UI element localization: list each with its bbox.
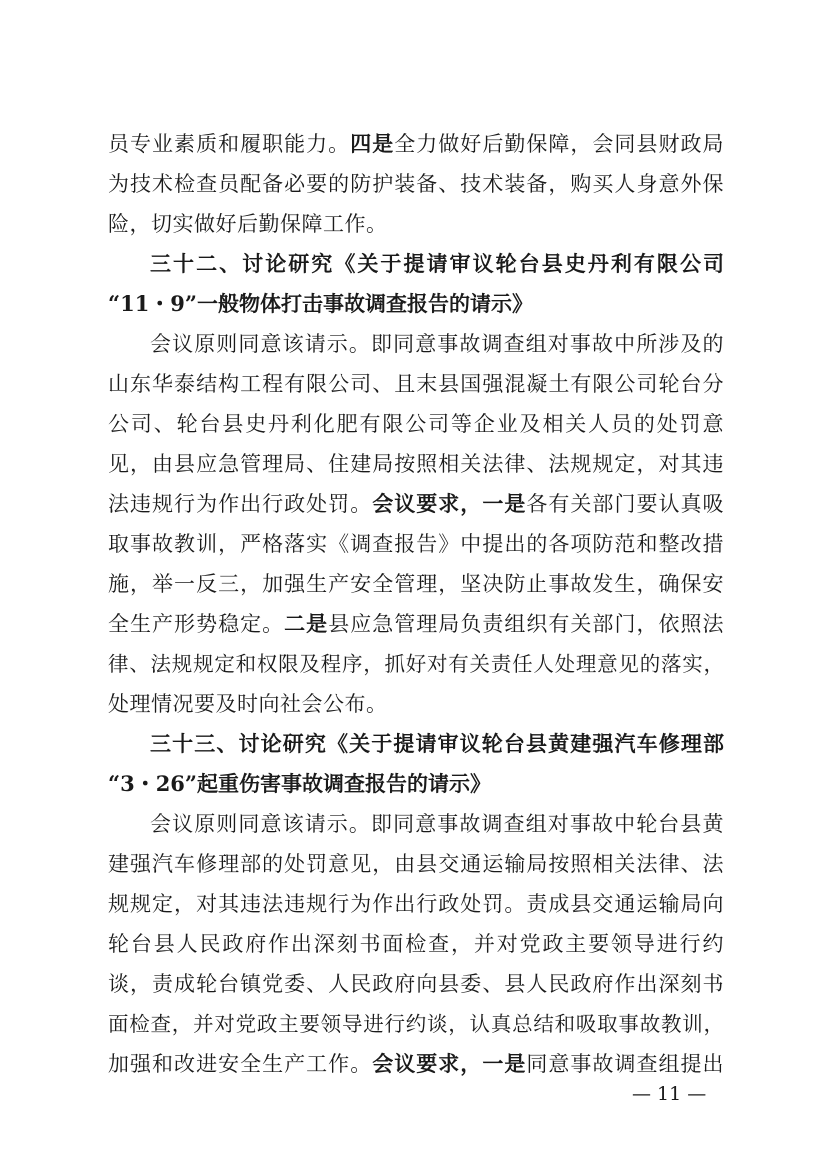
paragraph-line: 面检查，并对党政主要领导进行约谈，认真总结和吸取事故教训，	[108, 1012, 724, 1036]
paragraph-line: 山东华泰结构工程有限公司、且末县国强混凝土有限公司轮台分	[108, 372, 724, 396]
paragraph-line: 建强汽车修理部的处罚意见，由县交通运输局按照相关法律、法	[108, 852, 724, 876]
text-run: 县应急管理局负责组织有关部门，依照法	[328, 612, 725, 636]
text-run: 同意事故调查组提出	[526, 1052, 725, 1076]
text-run: 全生产形势稳定。	[108, 612, 285, 636]
paragraph-line	[108, 604, 724, 644]
text-run: 加强和改进安全生产工作。	[108, 1052, 373, 1076]
paragraph-line: 会议原则同意该请示。即同意事故调查组对事故中所涉及的	[150, 332, 724, 356]
paragraph-line: 险，切实做好后勤保障工作。	[108, 212, 388, 236]
body-text	[108, 124, 724, 1084]
paragraph-line: 公司、轮台县史丹利化肥有限公司等企业及相关人员的处罚意	[108, 412, 724, 436]
paragraph-line: 为技术检查员配备必要的防护装备、技术装备，购买人身意外保	[108, 172, 724, 196]
section-heading-32-cont: “11・9”一般物体打击事故调查报告的请示》	[108, 291, 533, 316]
text-run: 各有关部门要认真吸	[526, 492, 725, 516]
text-run: 全力做好后勤保障，会同县财政局	[394, 132, 725, 156]
paragraph-line: 见，由县应急管理局、住建局按照相关法律、法规规定，对其违	[108, 452, 724, 476]
paragraph-line: 谈，责成轮台镇党委、人民政府向县委、县人民政府作出深刻书	[108, 972, 724, 996]
text-run: 法违规行为作出行政处罚。	[108, 492, 373, 516]
text-run: 员专业素质和履职能力。	[108, 132, 351, 156]
paragraph-line: 轮台县人民政府作出深刻书面检查，并对党政主要领导进行约	[108, 932, 724, 956]
paragraph-line	[108, 124, 724, 164]
paragraph-line: 规规定，对其违法违规行为作出行政处罚。责成县交通运输局向	[108, 892, 724, 916]
section-heading-32: 三十二、讨论研究《关于提请审议轮台县史丹利有限公司	[150, 251, 724, 276]
bold-run: 四是	[350, 131, 395, 156]
bold-run: 会议要求，一是	[372, 1051, 527, 1076]
paragraph-line: 律、法规规定和权限及程序，抓好对有关责任人处理意见的落实，	[108, 652, 724, 676]
section-heading-33: 三十三、讨论研究《关于提请审议轮台县黄建强汽车修理部	[150, 731, 724, 756]
paragraph-line: 施，举一反三，加强生产安全管理，坚决防止事故发生，确保安	[108, 572, 724, 596]
paragraph-line	[108, 484, 724, 524]
bold-run: 会议要求，一是	[372, 491, 527, 516]
paragraph-line: 会议原则同意该请示。即同意事故调查组对事故中轮台县黄	[150, 812, 724, 836]
paragraph-line: 取事故教训，严格落实《调查报告》中提出的各项防范和整改措	[108, 532, 724, 556]
section-heading-33-cont: “3・26”起重伤害事故调查报告的请示》	[108, 771, 491, 796]
paragraph-line: 处理情况要及时向社会公布。	[108, 692, 388, 716]
paragraph-line	[108, 1044, 724, 1084]
bold-run: 二是	[284, 611, 329, 636]
page-number: — 11 —	[632, 1083, 707, 1105]
